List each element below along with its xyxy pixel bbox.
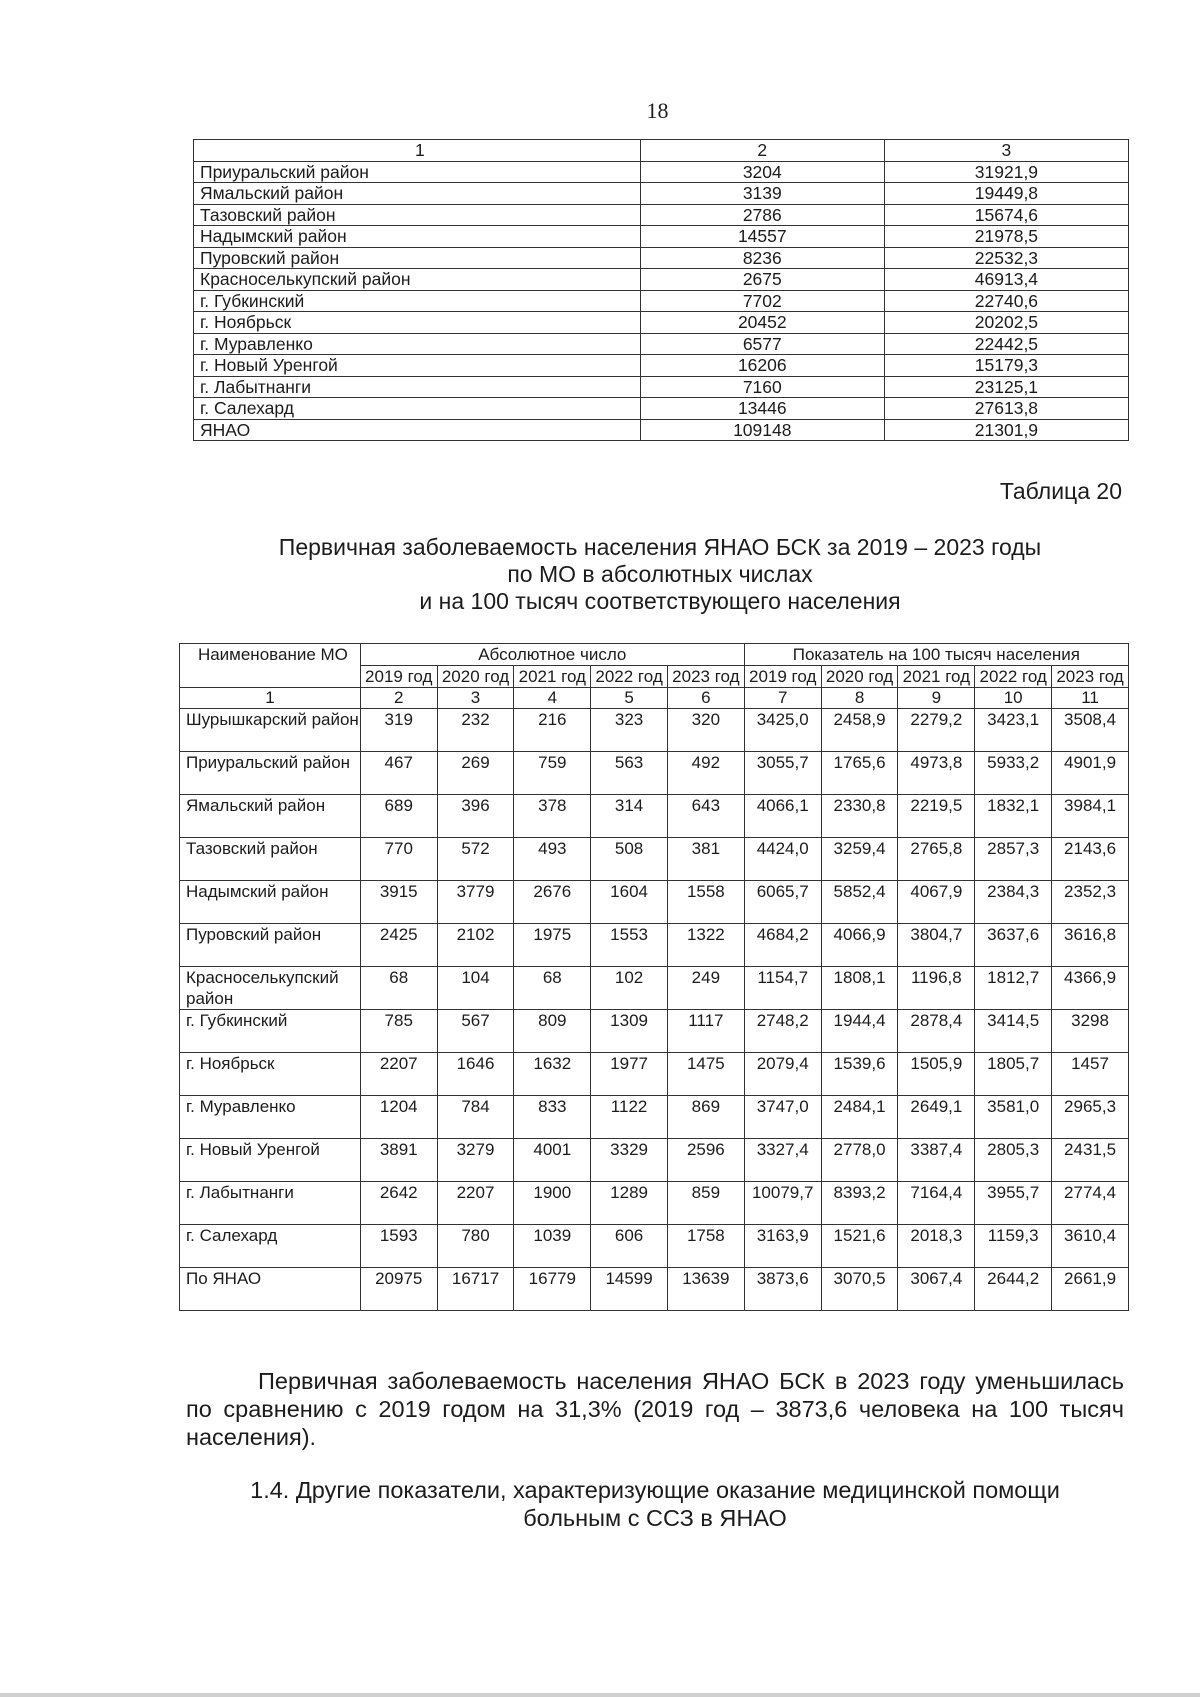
rate-value-cell: 3425,0: [744, 709, 821, 752]
column-number-cell: 6: [667, 688, 744, 709]
value-cell: 20452: [640, 312, 884, 334]
table-row: [180, 924, 1129, 967]
year-header: 2019 год: [744, 666, 821, 688]
rate-value-cell: 2384,3: [975, 881, 1052, 924]
column-number-cell: 3: [437, 688, 514, 709]
column-number-cell: 8: [821, 688, 898, 709]
table-title-line: по МО в абсолютных числах: [507, 561, 813, 587]
rate-value-cell: 3259,4: [821, 838, 898, 881]
absolute-value-cell: 2642: [360, 1182, 437, 1225]
mo-name-cell: Пуровский район: [180, 924, 361, 967]
value-cell: 21978,5: [884, 226, 1128, 248]
absolute-value-cell: 68: [360, 967, 437, 1010]
rate-value-cell: 1457: [1052, 1053, 1129, 1096]
rate-value-cell: 2774,4: [1052, 1182, 1129, 1225]
table-row: [194, 355, 1129, 377]
region-name-cell: Надымский район: [194, 226, 641, 248]
region-name-cell: Тазовский район: [194, 204, 641, 226]
absolute-value-cell: 759: [514, 752, 591, 795]
rate-value-cell: 2857,3: [975, 838, 1052, 881]
rate-value-cell: 2805,3: [975, 1139, 1052, 1182]
absolute-value-cell: 1900: [514, 1182, 591, 1225]
absolute-value-cell: 1039: [514, 1225, 591, 1268]
table-row: [194, 183, 1129, 205]
rate-value-cell: 1159,3: [975, 1225, 1052, 1268]
absolute-value-cell: 785: [360, 1010, 437, 1053]
table-row: [180, 881, 1129, 924]
value-cell: 2675: [640, 269, 884, 291]
rate-value-cell: 2143,6: [1052, 838, 1129, 881]
absolute-value-cell: 2207: [360, 1053, 437, 1096]
region-name-cell: Приуральский район: [194, 161, 641, 183]
table-row: [194, 290, 1129, 312]
absolute-value-cell: 16717: [437, 1268, 514, 1311]
value-cell: 3204: [640, 161, 884, 183]
region-name-cell: г. Муравленко: [194, 333, 641, 355]
absolute-value-cell: 563: [591, 752, 668, 795]
rate-value-cell: 3873,6: [744, 1268, 821, 1311]
table-row: [194, 312, 1129, 334]
rate-value-cell: 2649,1: [898, 1096, 975, 1139]
absolute-value-cell: 1975: [514, 924, 591, 967]
absolute-value-cell: 572: [437, 838, 514, 881]
absolute-value-cell: 1632: [514, 1053, 591, 1096]
value-cell: 22532,3: [884, 247, 1128, 269]
value-cell: 31921,9: [884, 161, 1128, 183]
absolute-value-cell: 784: [437, 1096, 514, 1139]
region-name-cell: Красноселькупский район: [194, 269, 641, 291]
table-header-row: [180, 644, 1129, 666]
absolute-value-cell: 780: [437, 1225, 514, 1268]
rate-value-cell: 1521,6: [821, 1225, 898, 1268]
value-cell: 3139: [640, 183, 884, 205]
table-row: [194, 269, 1129, 291]
column-number-cell: 2: [360, 688, 437, 709]
rate-value-cell: 1765,6: [821, 752, 898, 795]
table-row: [194, 398, 1129, 420]
rate-value-cell: 1812,7: [975, 967, 1052, 1010]
table-row: [180, 1225, 1129, 1268]
table-row: [194, 247, 1129, 269]
mo-name-cell: г. Новый Уренгой: [180, 1139, 361, 1182]
absolute-value-cell: 1475: [667, 1053, 744, 1096]
rate-value-cell: 2484,1: [821, 1096, 898, 1139]
rate-value-cell: 2748,2: [744, 1010, 821, 1053]
page-edge: [0, 1693, 1200, 1697]
rate-value-cell: 6065,7: [744, 881, 821, 924]
summary-paragraph: Первичная заболеваемость населения ЯНАО БСК в 2023 году уменьшилась по сравнению с 2019 годом на 31,3% (2019 год – 3873,6 человека на 100 тысяч населения).: [186, 1368, 1124, 1450]
absolute-value-cell: 1604: [591, 881, 668, 924]
rate-value-cell: 3067,4: [898, 1268, 975, 1311]
mo-name-cell: Шурышкарский район: [180, 709, 361, 752]
rate-value-cell: 3070,5: [821, 1268, 898, 1311]
mo-name-cell: г. Губкинский: [180, 1010, 361, 1053]
rate-value-cell: 2352,3: [1052, 881, 1129, 924]
table-row: [180, 967, 1129, 1010]
absolute-value-cell: 1122: [591, 1096, 668, 1139]
name-column-header: Наименование МО: [180, 644, 361, 688]
column-number-cell: 1: [180, 688, 361, 709]
year-header: 2023 год: [1052, 666, 1129, 688]
rate-value-cell: 1832,1: [975, 795, 1052, 838]
column-number-cell: 4: [514, 688, 591, 709]
rate-value-cell: 2661,9: [1052, 1268, 1129, 1311]
table-title-line: и на 100 тысяч соответствующего населения: [419, 588, 901, 614]
value-cell: 20202,5: [884, 312, 1128, 334]
absolute-value-cell: 2596: [667, 1139, 744, 1182]
value-cell: 13446: [640, 398, 884, 420]
mo-name-cell: Приуральский район: [180, 752, 361, 795]
absolute-value-cell: 689: [360, 795, 437, 838]
rate-value-cell: 3955,7: [975, 1182, 1052, 1225]
table-row: [180, 709, 1129, 752]
rate-value-cell: 1808,1: [821, 967, 898, 1010]
rate-value-cell: 4366,9: [1052, 967, 1129, 1010]
absolute-value-cell: 1758: [667, 1225, 744, 1268]
absolute-value-cell: 567: [437, 1010, 514, 1053]
rate-value-cell: 3804,7: [898, 924, 975, 967]
mo-name-cell: г. Ноябрьск: [180, 1053, 361, 1096]
value-cell: 46913,4: [884, 269, 1128, 291]
mo-name-cell: Надымский район: [180, 881, 361, 924]
value-cell: 7160: [640, 376, 884, 398]
year-header: 2020 год: [821, 666, 898, 688]
year-header: 2022 год: [591, 666, 668, 688]
value-cell: 15179,3: [884, 355, 1128, 377]
year-header: 2021 год: [898, 666, 975, 688]
table-row: [180, 838, 1129, 881]
rate-value-cell: 3163,9: [744, 1225, 821, 1268]
rate-value-cell: 1154,7: [744, 967, 821, 1010]
absolute-value-cell: 770: [360, 838, 437, 881]
absolute-value-cell: 381: [667, 838, 744, 881]
value-cell: 8236: [640, 247, 884, 269]
rate-value-cell: 4067,9: [898, 881, 975, 924]
absolute-value-cell: 320: [667, 709, 744, 752]
absolute-value-cell: 2207: [437, 1182, 514, 1225]
rate-value-cell: 2965,3: [1052, 1096, 1129, 1139]
table-row: [194, 333, 1129, 355]
rate-value-cell: 2878,4: [898, 1010, 975, 1053]
absolute-value-cell: 68: [514, 967, 591, 1010]
region-name-cell: г. Салехард: [194, 398, 641, 420]
table-row: [180, 1010, 1129, 1053]
section-heading-line: 1.4. Другие показатели, характеризующие оказание медицинской помощи: [250, 1477, 1060, 1503]
absolute-value-cell: 1553: [591, 924, 668, 967]
table-row: [180, 1053, 1129, 1096]
rate-value-cell: 3327,4: [744, 1139, 821, 1182]
rate-value-cell: 3414,5: [975, 1010, 1052, 1053]
absolute-value-cell: 859: [667, 1182, 744, 1225]
absolute-value-cell: 216: [514, 709, 591, 752]
rate-value-cell: 3298: [1052, 1010, 1129, 1053]
absolute-value-cell: 1558: [667, 881, 744, 924]
rate-value-cell: 2431,5: [1052, 1139, 1129, 1182]
mo-name-cell: Красноселькупский район: [180, 967, 361, 1010]
region-name-cell: Ямальский район: [194, 183, 641, 205]
rate-value-cell: 1505,9: [898, 1053, 975, 1096]
absolute-value-cell: 1117: [667, 1010, 744, 1053]
value-cell: 14557: [640, 226, 884, 248]
region-name-cell: г. Губкинский: [194, 290, 641, 312]
value-cell: 15674,6: [884, 204, 1128, 226]
absolute-value-cell: 2425: [360, 924, 437, 967]
mo-name-cell: г. Лабытнанги: [180, 1182, 361, 1225]
rate-value-cell: 1196,8: [898, 967, 975, 1010]
rate-value-cell: 2219,5: [898, 795, 975, 838]
value-cell: 21301,9: [884, 419, 1128, 441]
rate-value-cell: 2330,8: [821, 795, 898, 838]
rate-value-cell: 7164,4: [898, 1182, 975, 1225]
value-cell: 19449,8: [884, 183, 1128, 205]
page-number: 18: [646, 98, 669, 123]
rate-value-cell: 2018,3: [898, 1225, 975, 1268]
rate-value-cell: 10079,7: [744, 1182, 821, 1225]
rate-value-cell: 3616,8: [1052, 924, 1129, 967]
absolute-value-cell: 467: [360, 752, 437, 795]
rate-value-cell: 3055,7: [744, 752, 821, 795]
table-title: [160, 534, 1160, 615]
value-cell: 22442,5: [884, 333, 1128, 355]
mo-name-cell: По ЯНАО: [180, 1268, 361, 1311]
mo-name-cell: г. Салехард: [180, 1225, 361, 1268]
table-title-line: Первичная заболеваемость населения ЯНАО БСК за 2019 – 2023 годы: [278, 534, 1042, 560]
rate-value-cell: 2765,8: [898, 838, 975, 881]
region-name-cell: г. Новый Уренгой: [194, 355, 641, 377]
table-row: [180, 1268, 1129, 1311]
value-cell: 16206: [640, 355, 884, 377]
absolute-value-cell: 1322: [667, 924, 744, 967]
rate-group-header: Показатель на 100 тысяч населения: [744, 644, 1128, 666]
value-cell: 2786: [640, 204, 884, 226]
year-header: 2020 год: [437, 666, 514, 688]
absolute-value-cell: 809: [514, 1010, 591, 1053]
absolute-value-cell: 833: [514, 1096, 591, 1139]
column-number-cell: 7: [744, 688, 821, 709]
absolute-value-cell: 2676: [514, 881, 591, 924]
rate-value-cell: 4066,1: [744, 795, 821, 838]
rate-value-cell: 3423,1: [975, 709, 1052, 752]
section-heading: [186, 1476, 1124, 1532]
value-cell: 6577: [640, 333, 884, 355]
absolute-value-cell: 269: [437, 752, 514, 795]
absolute-value-cell: 102: [591, 967, 668, 1010]
table-row: [180, 752, 1129, 795]
year-header: 2023 год: [667, 666, 744, 688]
rate-value-cell: 1805,7: [975, 1053, 1052, 1096]
absolute-value-cell: 232: [437, 709, 514, 752]
absolute-value-cell: 3779: [437, 881, 514, 924]
absolute-value-cell: 396: [437, 795, 514, 838]
absolute-value-cell: 3329: [591, 1139, 668, 1182]
absolute-value-cell: 1204: [360, 1096, 437, 1139]
header-cell: 3: [884, 140, 1128, 162]
absolute-value-cell: 493: [514, 838, 591, 881]
column-number-cell: 5: [591, 688, 668, 709]
rate-value-cell: 3610,4: [1052, 1225, 1129, 1268]
value-cell: 109148: [640, 419, 884, 441]
absolute-value-cell: 3915: [360, 881, 437, 924]
absolute-value-cell: 3279: [437, 1139, 514, 1182]
absolute-value-cell: 16779: [514, 1268, 591, 1311]
mo-name-cell: г. Муравленко: [180, 1096, 361, 1139]
absolute-group-header: Абсолютное число: [360, 644, 744, 666]
table-row: [194, 419, 1129, 441]
absolute-value-cell: 1309: [591, 1010, 668, 1053]
table-row: [194, 226, 1129, 248]
table-row: [180, 1139, 1129, 1182]
absolute-value-cell: 249: [667, 967, 744, 1010]
absolute-value-cell: 492: [667, 752, 744, 795]
value-cell: 27613,8: [884, 398, 1128, 420]
rate-value-cell: 5852,4: [821, 881, 898, 924]
rate-value-cell: 3984,1: [1052, 795, 1129, 838]
value-cell: 7702: [640, 290, 884, 312]
absolute-value-cell: 606: [591, 1225, 668, 1268]
rate-value-cell: 3637,6: [975, 924, 1052, 967]
region-name-cell: г. Ноябрьск: [194, 312, 641, 334]
year-header: 2019 год: [360, 666, 437, 688]
rate-value-cell: 4684,2: [744, 924, 821, 967]
column-number-cell: 9: [898, 688, 975, 709]
value-cell: 22740,6: [884, 290, 1128, 312]
table-row: [180, 795, 1129, 838]
absolute-value-cell: 643: [667, 795, 744, 838]
rate-value-cell: 1539,6: [821, 1053, 898, 1096]
absolute-value-cell: 1289: [591, 1182, 668, 1225]
absolute-value-cell: 319: [360, 709, 437, 752]
absolute-value-cell: 1593: [360, 1225, 437, 1268]
value-cell: 23125,1: [884, 376, 1128, 398]
rate-value-cell: 8393,2: [821, 1182, 898, 1225]
absolute-value-cell: 20975: [360, 1268, 437, 1311]
column-number-cell: 11: [1052, 688, 1129, 709]
rate-value-cell: 3581,0: [975, 1096, 1052, 1139]
absolute-value-cell: 869: [667, 1096, 744, 1139]
header-cell: 1: [194, 140, 641, 162]
rate-value-cell: 3508,4: [1052, 709, 1129, 752]
absolute-value-cell: 1646: [437, 1053, 514, 1096]
table-row: [180, 1096, 1129, 1139]
region-name-cell: г. Лабытнанги: [194, 376, 641, 398]
rate-value-cell: 3387,4: [898, 1139, 975, 1182]
region-name-cell: Пуровский район: [194, 247, 641, 269]
rate-value-cell: 4066,9: [821, 924, 898, 967]
absolute-value-cell: 13639: [667, 1268, 744, 1311]
regional-table: [193, 139, 1129, 441]
table-row: [194, 161, 1129, 183]
table-row: [180, 1182, 1129, 1225]
absolute-value-cell: 1977: [591, 1053, 668, 1096]
rate-value-cell: 2279,2: [898, 709, 975, 752]
region-name-cell: ЯНАО: [194, 419, 641, 441]
absolute-value-cell: 2102: [437, 924, 514, 967]
absolute-value-cell: 3891: [360, 1139, 437, 1182]
rate-value-cell: 4901,9: [1052, 752, 1129, 795]
rate-value-cell: 3747,0: [744, 1096, 821, 1139]
absolute-value-cell: 508: [591, 838, 668, 881]
absolute-value-cell: 4001: [514, 1139, 591, 1182]
absolute-value-cell: 314: [591, 795, 668, 838]
table-row: [194, 204, 1129, 226]
section-heading-line: больным с ССЗ в ЯНАО: [523, 1505, 787, 1531]
header-cell: 2: [640, 140, 884, 162]
year-header: 2022 год: [975, 666, 1052, 688]
absolute-value-cell: 378: [514, 795, 591, 838]
absolute-value-cell: 323: [591, 709, 668, 752]
rate-value-cell: 2458,9: [821, 709, 898, 752]
absolute-value-cell: 104: [437, 967, 514, 1010]
rate-value-cell: 2644,2: [975, 1268, 1052, 1311]
rate-value-cell: 4424,0: [744, 838, 821, 881]
table-row: [194, 376, 1129, 398]
table-label: Таблица 20: [999, 478, 1122, 504]
rate-value-cell: 1944,4: [821, 1010, 898, 1053]
mo-name-cell: Тазовский район: [180, 838, 361, 881]
year-header: 2021 год: [514, 666, 591, 688]
mo-name-cell: Ямальский район: [180, 795, 361, 838]
column-number-cell: 10: [975, 688, 1052, 709]
rate-value-cell: 4973,8: [898, 752, 975, 795]
table-header-row: [194, 140, 1129, 162]
rate-value-cell: 2778,0: [821, 1139, 898, 1182]
rate-value-cell: 2079,4: [744, 1053, 821, 1096]
incidence-table: [179, 643, 1129, 1311]
column-numbers-row: [180, 688, 1129, 709]
absolute-value-cell: 14599: [591, 1268, 668, 1311]
rate-value-cell: 5933,2: [975, 752, 1052, 795]
